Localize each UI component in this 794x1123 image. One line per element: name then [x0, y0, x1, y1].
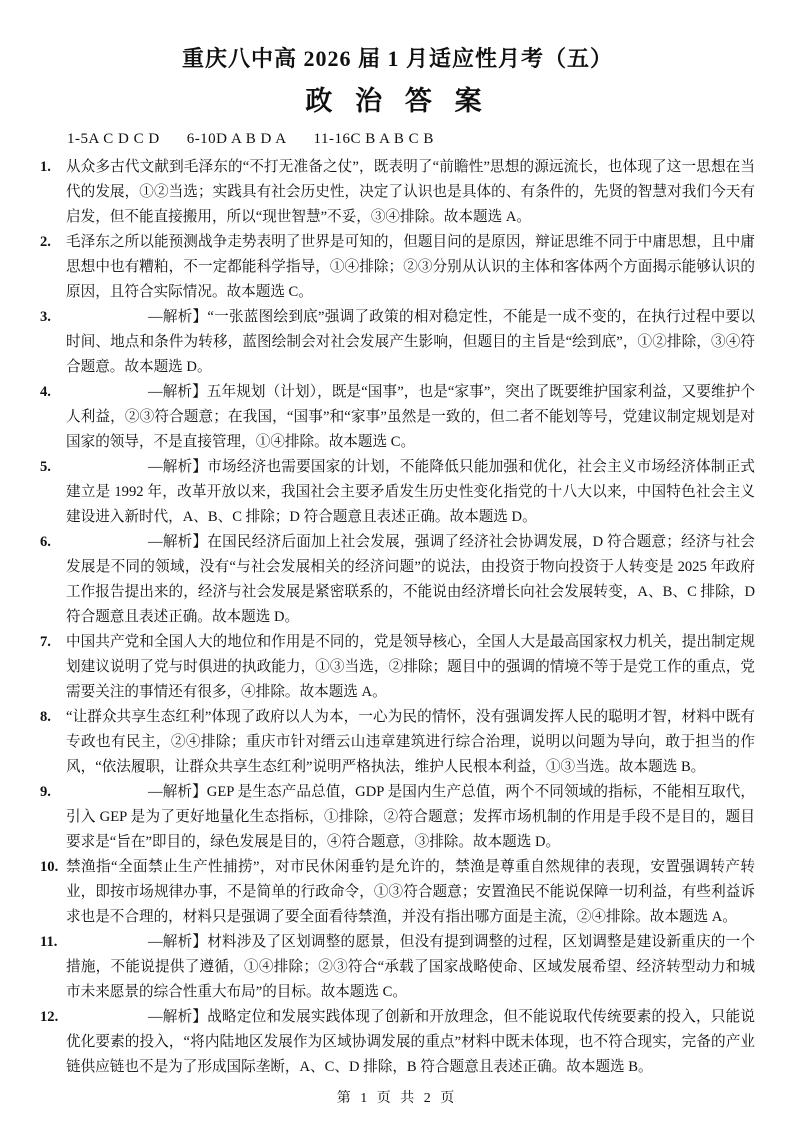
item-number: 6.: [40, 534, 51, 550]
item-number: 12.: [40, 1009, 59, 1025]
item-number: 7.: [40, 634, 51, 650]
answer-item-3: [40, 305, 755, 380]
answer-item-5: [40, 455, 755, 530]
item-text: 中国共产党和全国人大的地位和作用是不同的，党是领导核心，全国人大是最高国家权力机关，提出制定规划建议说明了党与时俱进的执政能力，①③当选，②排除；题目中的强调的情境不等于是党工作的重点，党需要关注的事情还有很多，④排除。故本题选 A。: [66, 634, 755, 700]
item-text: —解析】“一张蓝图绘到底”强调了政策的相对稳定性，不能是一成不变的，在执行过程中要以时间、地点和条件为转移，蓝图绘制会对社会发展产生影响，但题目的主旨是“绘到底”，①②排除，③④符合题意。故本题选 D。: [66, 309, 755, 375]
item-number: 2.: [40, 234, 51, 250]
item-text: —解析】市场经济也需要国家的计划，不能降低只能加强和优化，社会主义市场经济体制正式建立是 1992 年，改革开放以来，我国社会主要矛盾发生历史性变化指党的十八大以来，中国特色社会主义建设进入新时代，A、B、C 排除；D 符合题意且表述正确。故本题选 D。: [66, 459, 755, 525]
answer-item-6: [40, 530, 755, 630]
item-text: —解析】材料涉及了区划调整的愿景，但没有提到调整的过程，区划调整是建设新重庆的一个措施，不能说提供了遵循，①④排除；②③符合“承载了国家战略使命、区域发展希望、经济转型动力和城市未来愿景的综合性重大布局”的目标。故本题选 C。: [66, 934, 755, 1000]
answer-key-row: [67, 129, 755, 149]
item-number: 10.: [40, 859, 59, 875]
subject-answers-heading: 政 治 答 案: [305, 86, 490, 116]
item-number: 8.: [40, 709, 51, 725]
exam-title: 重庆八中高 2026 届 1 月适应性月考（五）: [181, 46, 613, 71]
answer-item-12: [40, 1005, 755, 1080]
item-text: 毛泽东之所以能预测战争走势表明了世界是可知的，但题目问的是原因，辩证思维不同于中庸思想，且中庸思想中也有糟粕，不一定都能科学指导，①④排除；②③分别从认识的主体和客体两个方面揭示能够认识的原因，且符合实际情况。故本题选 C。: [66, 234, 755, 300]
answer-item-11: [40, 930, 755, 1005]
answer-item-10: [40, 855, 755, 930]
item-text: —解析】战略定位和发展实践体现了创新和开放理念，但不能说取代传统要素的投入，只能说优化要素的投入，“将内陆地区发展作为区域协调发展的重点”材料中既未体现，也不符合现实，完备的产业链供应链也不是为了形成国际垄断，A、C、D 排除，B 符合题意且表述正确。故本题选 B。: [66, 1009, 755, 1075]
answer-key-group-3: 11-16C B A B C B: [313, 131, 434, 147]
item-text: —解析】五年规划（计划），既是“国事”，也是“家事”，突出了既要维护国家利益，又要维护个人利益，②③符合题意；在我国，“国事”和“家事”虽然是一致的，但二者不能划等号，党建议制定规划是对国家的领导，不是直接管理，①④排除。故本题选 C。: [66, 384, 755, 450]
item-text: —解析】GEP 是生态产品总值，GDP 是国内生产总值，两个不同领域的指标，不能相互取代，引入 GEP 是为了更好地量化生态指标，①排除，②符合题意；发挥市场机制的作用是手段不是目的，题目要求是“旨在”即目的，绿色发展是目的，④符合题意，③排除。故本题选 D。: [66, 784, 755, 850]
item-number: 3.: [40, 309, 51, 325]
answer-item-7: [40, 630, 755, 705]
item-number: 1.: [40, 159, 51, 175]
answer-item-8: [40, 705, 755, 780]
answer-item-9: [40, 780, 755, 855]
item-text: 禁渔指“全面禁止生产性捕捞”，对市民休闲垂钓是允许的，禁渔是尊重自然规律的表现，安置强调转产转业，即按市场规律办事，不是简单的行政命令，①③符合题意；安置渔民不能说保障一切利益，有些利益诉求也是不合理的，材料只是强调了要全面看待禁渔，并没有指出哪方面是主流，②④排除。故本题选 A。: [66, 859, 755, 925]
explanation-list: [40, 155, 755, 1080]
answer-item-2: [40, 230, 755, 305]
page-number: 第 1 页 共 2 页: [336, 1091, 458, 1106]
item-text: —解析】在国民经济后面加上社会发展，强调了经济社会协调发展，D 符合题意；经济与社会发展是不同的领域，没有“与社会发展相关的经济问题”的说法，由投资于物向投资于人转变是 2025 年政府工作报告提出来的，经济与社会发展是紧密联系的，不能说由经济增长向社会发展转变，A、B、C 排除，D 符合题意且表述正确。故本题选 D。: [66, 534, 755, 625]
answer-key-group-1: 1-5A C D C D: [67, 131, 160, 147]
item-number: 4.: [40, 384, 51, 400]
answer-item-1: [40, 155, 755, 230]
item-text: 从众多古代文献到毛泽东的“不打无准备之仗”，既表明了“前瞻性”思想的源远流长，也体现了这一思想在当代的发展，①②当选；实践具有社会历史性，决定了认识也是具体的、有条件的，先贤的智慧对我们今天有启发，但不能直接搬用，所以“现世智慧”不妥，③④排除。故本题选 A。: [66, 159, 755, 225]
item-text: “让群众共享生态红利”体现了政府以人为本，一心为民的情怀，没有强调发挥人民的聪明才智，材料中既有专政也有民主，②④排除；重庆市针对缙云山违章建筑进行综合治理，说明以问题为导向，敢于担当的作风，“依法履职，让群众共享生态红利”说明严格执法，维护人民根本利益，①③当选。故本题选 B。: [66, 709, 755, 775]
answer-key-group-2: 6-10D A B D A: [186, 131, 287, 147]
item-number: 9.: [40, 784, 51, 800]
item-number: 5.: [40, 459, 51, 475]
item-number: 11.: [40, 934, 58, 950]
answer-item-4: [40, 380, 755, 455]
